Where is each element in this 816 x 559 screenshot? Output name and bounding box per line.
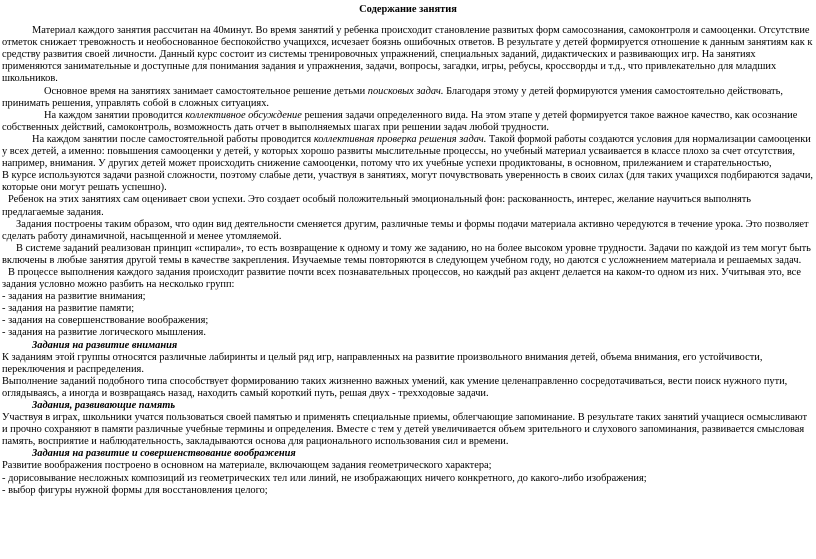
paragraph-collective-discussion (2, 110, 814, 134)
list-item: - дорисовывание несложных композиций из геометрических тел или линий, не изображающих ничего конкретного, до какого-либо изображения; (2, 473, 814, 485)
task-groups-list (2, 291, 814, 339)
list-item: - задания на развитие памяти; (2, 303, 814, 315)
imagination-tasks-list (2, 473, 814, 497)
paragraph-search-tasks (2, 86, 814, 110)
list-item: - задания на развитие логического мышления. (2, 327, 814, 339)
paragraph-intro: Материал каждого занятия рассчитан на 40минут. Во время занятий у ребенка происходит становление развитых форм самосознания, самоконтроля и самооценки. Отсутствие отметок снижает тревожность и необоснованное беспокойство учащихся, исчезает боязнь ошибочных ответов. В результате у детей формируется отношение к данным занятиям как к средству развития своей личности. Данный курс состоит из системы тренировочных упражнений, специальных заданий, дидактических и развивающих игр. На занятиях применяются занимательные и доступные для понимания задания и упражнения, задачи, вопросы, загадки, игры, ребусы, кроссворды и т.д., что привлекательно для младших школьников. (2, 25, 813, 85)
text-segment: На каждом занятии после самостоятельной работы проводится (32, 133, 314, 145)
text-segment: На каждом занятии проводится (44, 109, 186, 121)
text-segment: Благодаря этому у детей формируются умения самостоятельно действовать, принимать решения, управлять собой в сложных ситуациях. (2, 85, 783, 109)
heading-memory: Задания, развивающие память (32, 400, 176, 411)
paragraph-imagination: Развитие воображения построено в основном на материале, включающем задания геометрического характера; (2, 460, 492, 472)
heading-imagination: Задания на развитие и совершенствование воображения (32, 448, 296, 460)
text-segment: решения задачи определенного вида. На этом этапе у детей формируется такое важное качество, как осознание собственных действий, самоконтроль, возможность дать отчет в выполняемых шагах при решении задач любой трудности. (2, 109, 798, 133)
emphasis-collective-check: коллективная проверка решения задач. (313, 133, 487, 145)
text-segment: Основное время на занятиях занимает самостоятельное решение детьми (44, 85, 368, 97)
paragraph-collective-check (2, 134, 814, 170)
list-item: - задания на развитие внимания; (2, 291, 814, 303)
list-item: - задания на совершенствование воображения; (2, 315, 814, 327)
paragraph-activity-change: Задания построены таким образом, что один вид деятельности сменяется другим, различные темы и формы подачи материала активно чередуются в течение урока. Это позволяет сделать работу динамичной, насыщенной и менее утомляемой. (2, 218, 809, 242)
paragraph-difficulty: В курсе используются задачи разной сложности, поэтому слабые дети, участвуя в занятиях, могут почувствовать уверенность в своих силах (для таких учащихся подбираются задачи, которые они могут решать успешно). (2, 170, 813, 194)
emphasis-collective-discussion: коллективное обсуждение (185, 109, 302, 121)
heading-attention: Задания на развитие внимания (32, 339, 178, 351)
paragraph-attention-tasks: К заданиям этой группы относятся различные лабиринты и целый ряд игр, направленных на развитие произвольного внимания детей, объема внимания, его устойчивости, переключения и распределения. (2, 351, 763, 375)
list-item: - выбор фигуры нужной формы для восстановления целого; (2, 485, 814, 497)
paragraph-spiral-principle: В системе заданий реализован принцип «спирали», то есть возвращение к одному и тому же заданию, но на более высоком уровне трудности. Задачи по каждой из тем могут быть включены в любые занятия другой темы в качестве закрепления. Изучаемые темы повторяются в следующем учебном году, но даются с усложнением материала и решаемых задач. (2, 242, 811, 266)
paragraph-self-assessment: Ребенок на этих занятиях сам оценивает свои успехи. Это создает особый положительный эмоциональный фон: раскованность, интерес, желание научиться выполнять предлагаемые задания. (2, 194, 752, 218)
paragraph-memory: Участвуя в играх, школьники учатся пользоваться своей памятью и применять специальные приемы, облегчающие запоминание. В результате таких занятий учащиеся осмысливают и прочно сохраняют в памяти различные учебные термины и определения. Вместе с тем у детей увеличивается объем зрительного и слухового запоминания, развивается смысловая память, восприятие и наблюдательность, закладываются основа для рационального использования сил и времени. (2, 412, 808, 448)
text-segment: Такой формой работы создаются условия для нормализации самооценки у всех детей, а именно: повышения самооценки у детей, у которых хорошо развиты мыслительные процессы, но учебный материал усваивается в классе плохо за счет отсутствия, например, внимания. У других детей может происходить снижение самооценки, потому что их учебные успехи продиктованы, в основном, прилежанием и старательностью, (2, 133, 811, 170)
paragraph-attention-skills: Выполнение заданий подобного типа способствует формированию таких жизненно важных умений, как умение целенаправленно сосредотачиваться, вести поиск нужного пути, оглядываясь, а иногда и возвращаясь назад, находить самый короткий путь, решая двух - трехходовые задачи. (2, 375, 788, 399)
document-title: Содержание занятия (359, 4, 457, 15)
paragraph-task-groups: В процессе выполнения каждого задания происходит развитие почти всех познавательных процессов, но каждый раз акцент делается на каком-то одном из них. Учитывая это, все задания условно можно разбить на несколько групп: (2, 266, 802, 291)
emphasis-search-tasks: поисковых задач. (367, 85, 444, 97)
